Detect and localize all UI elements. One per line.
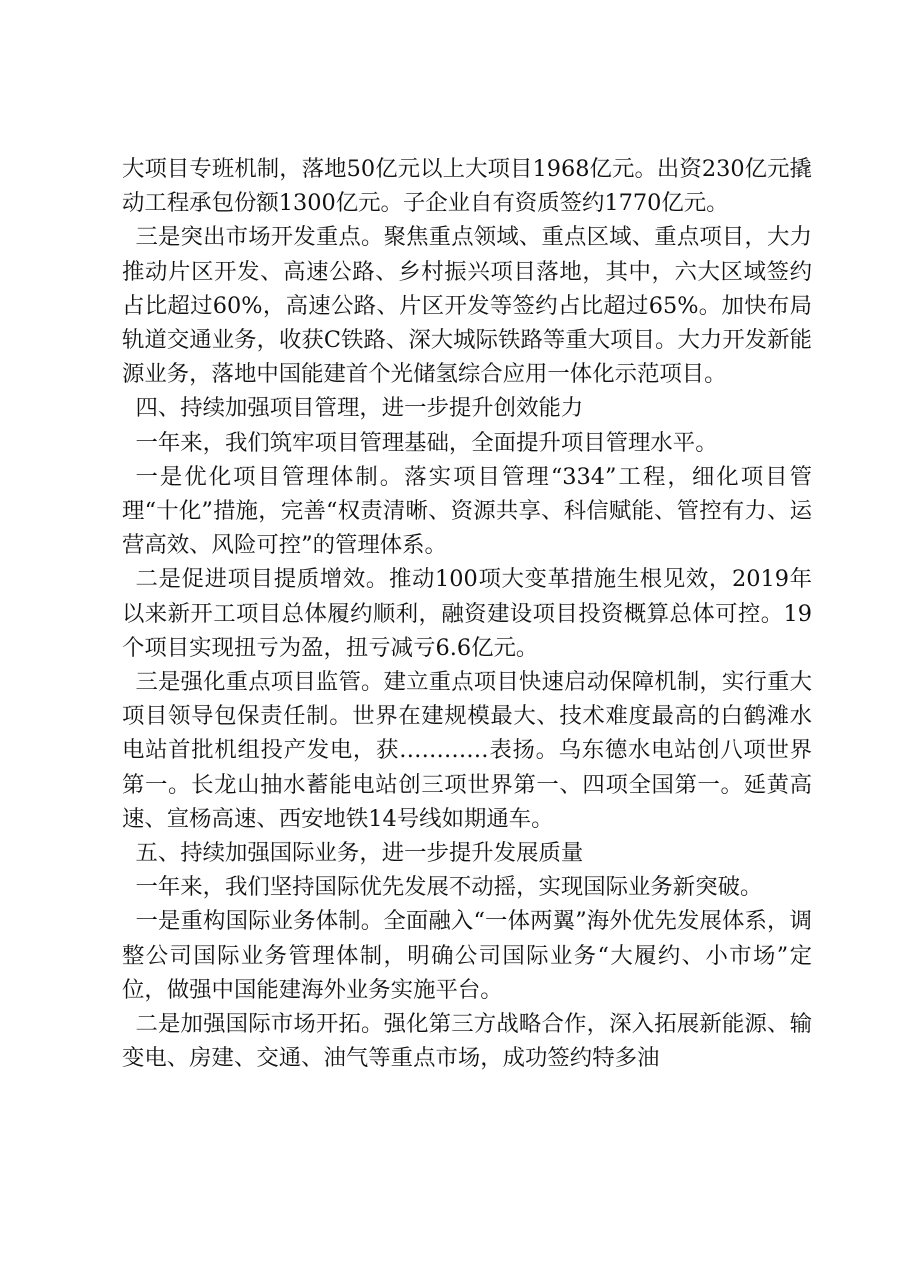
section-heading-4: 四、持续加强项目管理，进一步提升创效能力	[135, 395, 584, 422]
paragraph-9: 二是加强国际市场开拓。强化第三方战略合作，深入拓展新能源、输变电、房建、交通、油气等重点市场，成功签约特多油	[122, 1011, 812, 1072]
paragraph-3: 一年来，我们筑牢项目管理基础，全面提升项目管理水平。	[135, 429, 718, 456]
paragraph-7: 一年来，我们坚持国际优先发展不动摇，实现国际业务新突破。	[135, 874, 763, 901]
paragraph-8: 一是重构国际业务体制。全面融入“一体两翼”海外优先发展体系，调整公司国际业务管理体制，明确公司国际业务“大履约、小市场”定位，做强中国能建海外业务实施平台。	[122, 908, 812, 1003]
paragraph-5: 二是促进项目提质增效。推动100项大变革措施生根见效，2019年以来新开工项目总体履约顺利，融资建设项目投资概算总体可控。19个项目实现扭亏为盈，扭亏减亏6.6亿元。	[122, 566, 812, 661]
section-heading-5: 五、持续加强国际业务，进一步提升发展质量	[135, 840, 584, 867]
paragraph-1: 大项目专班机制，落地50亿元以上大项目1968亿元。出资230亿元撬动工程承包份额1300亿元。子企业自有资质签约1770亿元。	[122, 156, 812, 217]
document-body	[122, 152, 812, 1075]
paragraph-6: 三是强化重点项目监管。建立重点项目快速启动保障机制，实行重大项目领导包保责任制。世界在建规模最大、技术难度最高的白鹤滩水电站首批机组投产发电，获…………表扬。乌东德水电站创八项世界第一。长龙山抽水蓄能电站创三项世界第一、四项全国第一。延黄高速、宣杨高速、西安地铁14号线如期通车。	[122, 669, 812, 832]
paragraph-2: 三是突出市场开发重点。聚焦重点领域、重点区域、重点项目，大力推动片区开发、高速公路、乡村振兴项目落地，其中，六大区域签约占比超过60%，高速公路、片区开发等签约占比超过65%。加快布局轨道交通业务，收获C铁路、深大城际铁路等重大项目。大力开发新能源业务，落地中国能建首个光储氢综合应用一体化示范项目。	[122, 224, 812, 388]
paragraph-4: 一是优化项目管理体制。落实项目管理“334”工程，细化项目管理“十化”措施，完善“权责清晰、资源共享、科信赋能、管控有力、运营高效、风险可控”的管理体系。	[122, 463, 812, 559]
